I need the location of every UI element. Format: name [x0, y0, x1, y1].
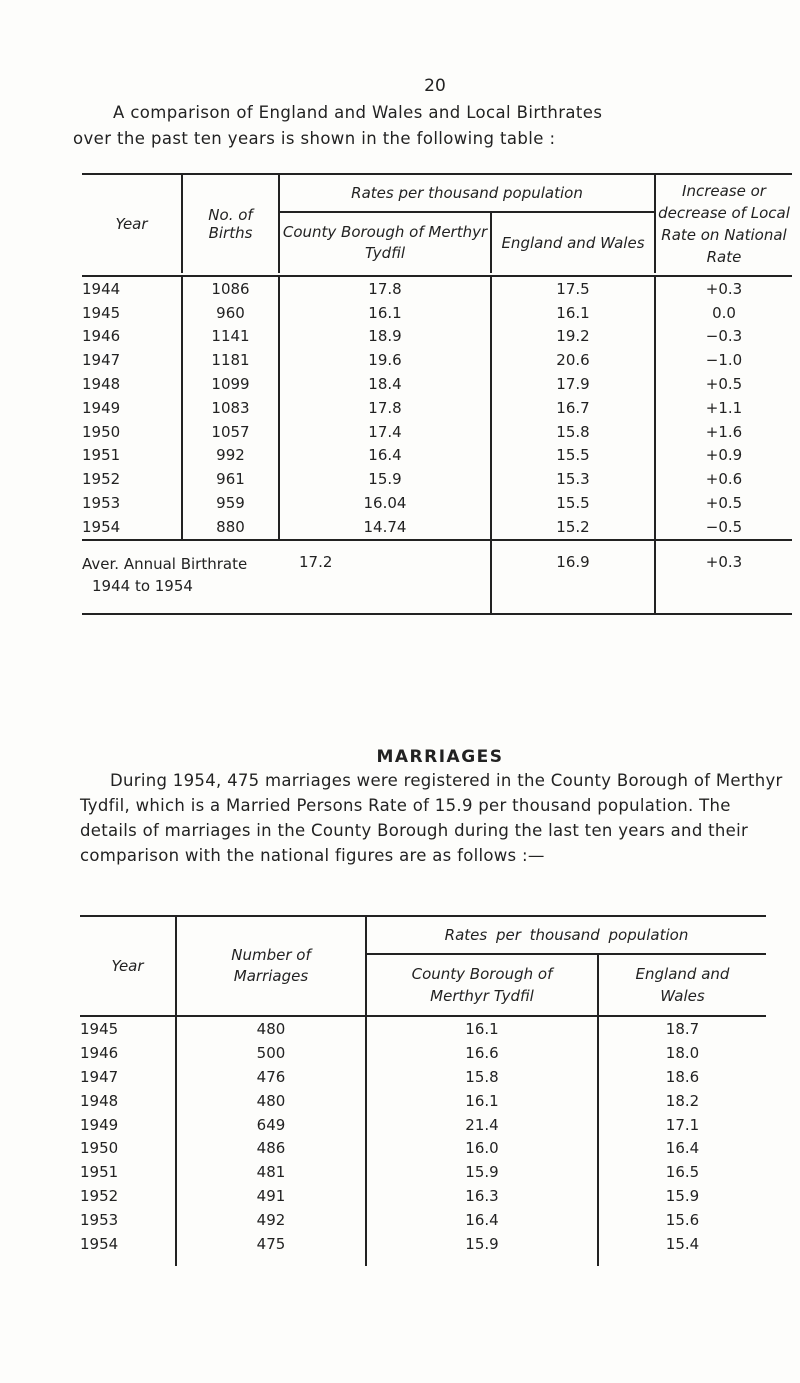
marriages-paragraph-text: During 1954, 475 marriages were registered in the County Borough of Merthyr Tydfil, which is a Married Persons Rate of 15.9 per thousand population. The details of marriages in the County Borough during the last ten years and their comparison with the national figures are as follows :—: [80, 771, 783, 865]
marriages-row: [80, 1089, 766, 1113]
row-national: 20.6: [491, 348, 655, 372]
row-national: 18.2: [665, 1091, 700, 1110]
row-year: 1947: [82, 348, 182, 372]
row-number: 649: [176, 1113, 366, 1137]
row-local: 16.4: [366, 1208, 598, 1232]
row-local: 16.04: [279, 491, 491, 515]
row-number: 480: [176, 1089, 366, 1113]
birthrate-table: [82, 173, 792, 615]
row-local: 15.8: [366, 1065, 598, 1089]
row-number: 481: [176, 1160, 366, 1184]
marriages-row: [80, 1016, 766, 1041]
row-year: 1950: [80, 1136, 176, 1160]
row-national: 17.1: [665, 1115, 700, 1134]
footer-local: 17.2: [279, 540, 491, 614]
marriages-heading: MARRIAGES: [376, 747, 504, 767]
marriages-header-year: Year: [80, 916, 176, 1016]
row-year: 1945: [82, 301, 182, 325]
row-local: 16.4: [279, 444, 491, 468]
row-local: 18.4: [279, 372, 491, 396]
row-diff: +0.3: [705, 279, 743, 298]
row-local: 14.74: [279, 515, 491, 540]
marriages-row: [80, 1065, 766, 1089]
row-year: 1948: [82, 372, 182, 396]
row-diff: +1.1: [705, 398, 743, 417]
row-national: 18.6: [665, 1067, 700, 1086]
birthrate-row: [82, 444, 792, 468]
header-national: England and Wales: [491, 212, 655, 273]
header-local: County Borough of Merthyr Tydfil: [279, 212, 491, 273]
row-diff: +0.9: [705, 446, 743, 465]
marriages-row: [80, 1184, 766, 1208]
row-national: 16.7: [491, 396, 655, 420]
row-national: 15.8: [491, 420, 655, 444]
row-diff: −1.0: [705, 351, 743, 370]
row-diff: +1.6: [705, 422, 743, 441]
row-national: 17.5: [491, 276, 655, 301]
row-local: 15.9: [279, 467, 491, 491]
row-year: 1952: [80, 1184, 176, 1208]
birthrate-row: [82, 276, 792, 301]
marriages-row: [80, 1136, 766, 1160]
row-national: 16.1: [491, 301, 655, 325]
birthrate-row: [82, 467, 792, 491]
row-local: 17.4: [279, 420, 491, 444]
birthrate-row: [82, 491, 792, 515]
row-number: 475: [176, 1232, 366, 1256]
header-year: Year: [82, 174, 182, 273]
marriages-header-local: County Borough of Merthyr Tydfil: [366, 954, 598, 1016]
row-year: 1951: [82, 444, 182, 468]
row-year: 1944: [82, 276, 182, 301]
row-births: 960: [182, 301, 279, 325]
row-local: 16.1: [366, 1089, 598, 1113]
row-year: 1946: [80, 1041, 176, 1065]
row-births: 1086: [182, 276, 279, 301]
footer-national: 16.9: [491, 540, 655, 614]
row-year: 1954: [80, 1232, 176, 1256]
page-number: 20: [424, 76, 446, 96]
row-diff: +0.5: [705, 375, 743, 394]
row-year: 1953: [80, 1208, 176, 1232]
header-rates-group: Rates per thousand population: [279, 174, 655, 212]
row-number: 492: [176, 1208, 366, 1232]
row-national: 18.7: [665, 1019, 700, 1038]
row-national: 19.2: [491, 325, 655, 349]
row-local: 21.4: [366, 1113, 598, 1137]
marriages-table-body: [80, 1016, 766, 1256]
row-births: 1083: [182, 396, 279, 420]
row-year: 1948: [80, 1089, 176, 1113]
row-number: 486: [176, 1136, 366, 1160]
footer-label-line-1: Aver. Annual Birthrate: [82, 554, 248, 573]
row-births: 1141: [182, 325, 279, 349]
footer-label: [82, 540, 279, 614]
marriages-header-rates-group: Rates per thousand population: [366, 916, 766, 954]
footer-diff: +0.3: [655, 540, 792, 614]
header-births: No. of Births: [182, 174, 279, 273]
row-number: 480: [176, 1016, 366, 1041]
row-local: 16.1: [279, 301, 491, 325]
row-year: 1945: [80, 1016, 176, 1041]
row-local: 16.6: [366, 1041, 598, 1065]
birthrate-row: [82, 325, 792, 349]
row-local: 16.1: [366, 1016, 598, 1041]
row-local: 17.8: [279, 276, 491, 301]
row-births: 1181: [182, 348, 279, 372]
row-national: 15.5: [491, 444, 655, 468]
marriages-header-number: Number of Marriages: [176, 916, 366, 1016]
row-national: 18.0: [665, 1043, 700, 1062]
row-births: 961: [182, 467, 279, 491]
row-national: 17.9: [491, 372, 655, 396]
marriages-row: [80, 1041, 766, 1065]
row-local: 17.8: [279, 396, 491, 420]
row-year: 1951: [80, 1160, 176, 1184]
row-local: 15.9: [366, 1232, 598, 1256]
row-diff: −0.3: [705, 327, 743, 346]
birthrate-row: [82, 396, 792, 420]
birthrate-row: [82, 348, 792, 372]
marriages-row: [80, 1113, 766, 1137]
marriages-row: [80, 1232, 766, 1256]
birthrate-table-body: [82, 276, 792, 540]
row-diff: +0.5: [705, 494, 743, 513]
row-year: 1953: [82, 491, 182, 515]
intro-line-1: A comparison of England and Wales and Local Birthrates: [113, 103, 603, 122]
row-local: 19.6: [279, 348, 491, 372]
row-year: 1949: [80, 1113, 176, 1137]
row-local: 16.0: [366, 1136, 598, 1160]
row-national: 16.5: [665, 1163, 700, 1182]
marriages-paragraph: [80, 768, 792, 868]
marriages-row: [80, 1160, 766, 1184]
marriages-row: [80, 1208, 766, 1232]
row-national: 15.2: [491, 515, 655, 540]
marriages-table: [80, 915, 766, 1266]
row-births: 1057: [182, 420, 279, 444]
row-number: 476: [176, 1065, 366, 1089]
row-year: 1950: [82, 420, 182, 444]
row-national: 16.4: [665, 1139, 700, 1158]
row-births: 992: [182, 444, 279, 468]
row-year: 1946: [82, 325, 182, 349]
row-local: 18.9: [279, 325, 491, 349]
row-national: 15.9: [665, 1187, 700, 1206]
row-number: 500: [176, 1041, 366, 1065]
intro-line-2: over the past ten years is shown in the following table :: [73, 129, 556, 148]
footer-label-line-2: 1944 to 1954: [92, 576, 193, 595]
row-year: 1954: [82, 515, 182, 540]
birthrate-row: [82, 515, 792, 540]
intro-text: [73, 100, 800, 152]
birthrate-row: [82, 420, 792, 444]
row-national: 15.3: [491, 467, 655, 491]
row-births: 880: [182, 515, 279, 540]
row-national: 15.5: [491, 491, 655, 515]
row-year: 1949: [82, 396, 182, 420]
row-national: 15.4: [665, 1234, 700, 1253]
row-diff: −0.5: [705, 517, 743, 536]
row-births: 1099: [182, 372, 279, 396]
row-year: 1952: [82, 467, 182, 491]
birthrate-row: [82, 372, 792, 396]
row-national: 15.6: [665, 1211, 700, 1230]
row-diff: 0.0: [712, 303, 736, 322]
header-diff: Increase or decrease of Local Rate on National Rate: [655, 174, 792, 273]
marriages-header-national: England and Wales: [598, 954, 766, 1016]
row-year: 1947: [80, 1065, 176, 1089]
birthrate-row: [82, 301, 792, 325]
row-local: 16.3: [366, 1184, 598, 1208]
row-diff: +0.6: [705, 470, 743, 489]
row-number: 491: [176, 1184, 366, 1208]
row-local: 15.9: [366, 1160, 598, 1184]
row-births: 959: [182, 491, 279, 515]
